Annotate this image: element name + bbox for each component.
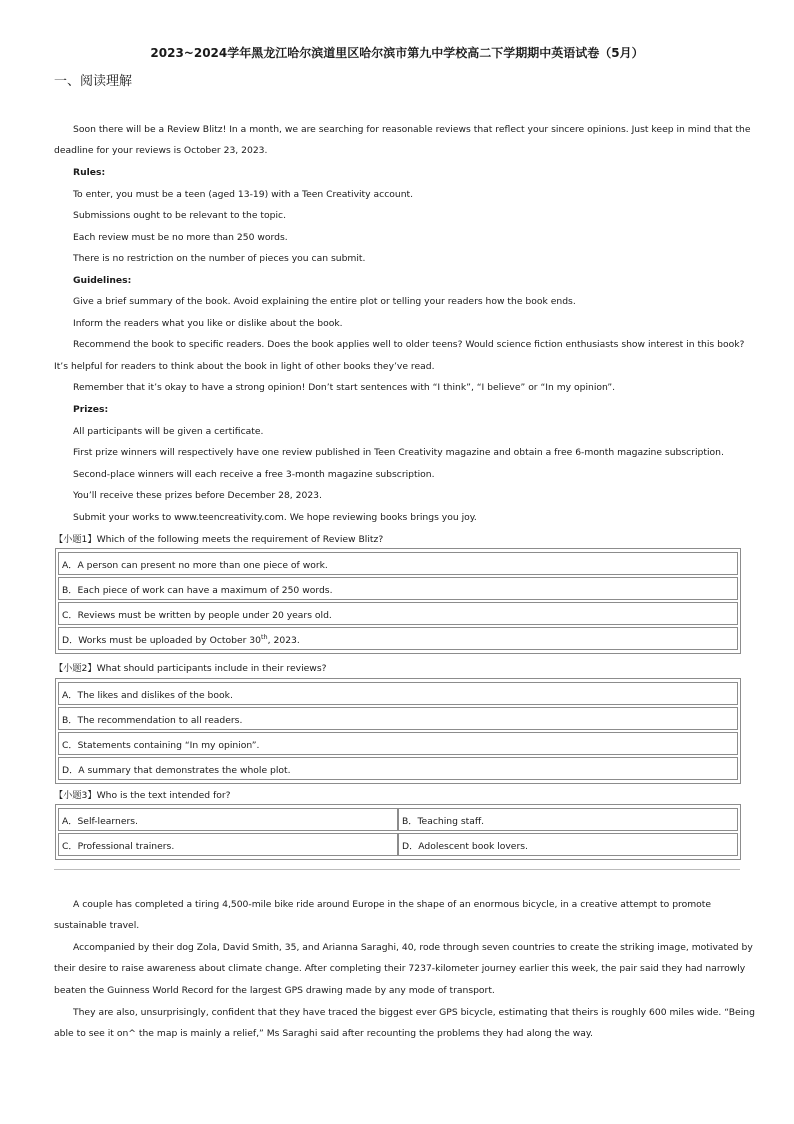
guideline-item: It’s helpful for readers to think about the book in light of other books they’ve read.: [54, 361, 435, 372]
question-3-stem: 【小题3】Who is the text intended for?: [54, 790, 231, 801]
q2-option-a[interactable]: A．The likes and dislikes of the book.: [58, 682, 738, 705]
prizes-heading: Prizes:: [73, 404, 109, 415]
prize-item: You’ll receive these prizes before December 28, 2023.: [73, 490, 322, 501]
rule-item: To enter, you must be a teen (aged 13-19) with a Teen Creativity account.: [73, 189, 414, 200]
rule-item: Each review must be no more than 250 words.: [73, 232, 288, 243]
q3-option-c[interactable]: C．Professional trainers.: [58, 833, 398, 856]
section-heading: 一、阅读理解: [54, 74, 133, 89]
question-3-options: [55, 804, 741, 860]
guideline-item: Inform the readers what you like or dislike about the book.: [73, 318, 343, 329]
q2-option-d[interactable]: D．A summary that demonstrates the whole plot.: [58, 757, 738, 780]
passage2-text: beaten the Guinness World Record for the largest GPS drawing made by any mode of transport.: [54, 985, 495, 996]
q1-option-d-tail: , 2023.: [267, 634, 300, 646]
q1-option-d-text: D．Works must be uploaded by October 30: [62, 634, 261, 646]
question-2-stem: 【小题2】What should participants include in their reviews?: [54, 663, 327, 674]
prize-item: Second-place winners will each receive a free 3-month magazine subscription.: [73, 469, 435, 480]
guideline-item: Recommend the book to specific readers. Does the book applies well to older teens? Would science fiction enthusiasts show interest in this book?: [73, 339, 745, 350]
submit-note: Submit your works to www.teencreativity.com. We hope reviewing books brings you joy.: [73, 512, 477, 523]
q3-option-d[interactable]: D．Adolescent book lovers.: [398, 833, 738, 856]
q3-option-b[interactable]: B．Teaching staff.: [398, 808, 738, 831]
passage2-text: sustainable travel.: [54, 920, 140, 931]
guideline-item: Remember that it’s okay to have a strong opinion! Don’t start sentences with “I think”, “I believe” or “In my opinion”.: [73, 382, 616, 393]
passage2-text: able to see it on^ the map is mainly a relief,” Ms Saraghi said after recounting the problems they had along the way.: [54, 1028, 593, 1039]
passage-text: deadline for your reviews is October 23, 2023.: [54, 145, 268, 156]
q1-option-d-sup: th: [260, 632, 268, 641]
exam-title: 2023~2024学年黑龙江哈尔滨道里区哈尔滨市第九中学校高二下学期期中英语试卷（5月）: [150, 46, 644, 60]
guideline-item: Give a brief summary of the book. Avoid explaining the entire plot or telling your readers how the book ends.: [73, 296, 576, 307]
q1-option-a[interactable]: A．A person can present no more than one piece of work.: [58, 552, 738, 575]
question-2-options: [55, 678, 741, 784]
passage2-text: They are also, unsurprisingly, confident that they have traced the biggest ever GPS bicycle, estimating that theirs is roughly 600 miles wide. “Being: [73, 1007, 755, 1018]
q1-option-c[interactable]: C．Reviews must be written by people under 20 years old.: [58, 602, 738, 625]
prize-item: All participants will be given a certificate.: [73, 426, 264, 437]
q2-option-b[interactable]: B．The recommendation to all readers.: [58, 707, 738, 730]
q3-option-a[interactable]: A．Self-learners.: [58, 808, 398, 831]
divider: [54, 869, 740, 870]
rule-item: There is no restriction on the number of pieces you can submit.: [73, 253, 366, 264]
q1-option-b[interactable]: B．Each piece of work can have a maximum of 250 words.: [58, 577, 738, 600]
prize-item: First prize winners will respectively have one review published in Teen Creativity magazine and obtain a free 6-month magazine subscription.: [73, 447, 724, 458]
passage2-text: Accompanied by their dog Zola, David Smith, 35, and Arianna Saraghi, 40, rode through seven countries to create the striking image, motivated by: [73, 942, 753, 953]
rules-heading: Rules:: [73, 167, 106, 178]
q2-option-c[interactable]: C．Statements containing “In my opinion”.: [58, 732, 738, 755]
question-1-stem: 【小题1】Which of the following meets the requirement of Review Blitz?: [54, 534, 384, 545]
question-1-options: [55, 548, 741, 654]
q1-option-d[interactable]: [58, 627, 738, 650]
passage2-text: A couple has completed a tiring 4,500-mile bike ride around Europe in the shape of an enormous bicycle, in a creative attempt to promote: [73, 899, 712, 910]
passage-text: Soon there will be a Review Blitz! In a month, we are searching for reasonable reviews that reflect your sincere opinions. Just keep in mind that the: [73, 124, 751, 135]
rule-item: Submissions ought to be relevant to the topic.: [73, 210, 287, 221]
passage2-text: their desire to raise awareness about climate change. After completing their 7237-kilometer journey earlier this week, the pair said they had narrowly: [54, 963, 746, 974]
guidelines-heading: Guidelines:: [73, 275, 132, 286]
